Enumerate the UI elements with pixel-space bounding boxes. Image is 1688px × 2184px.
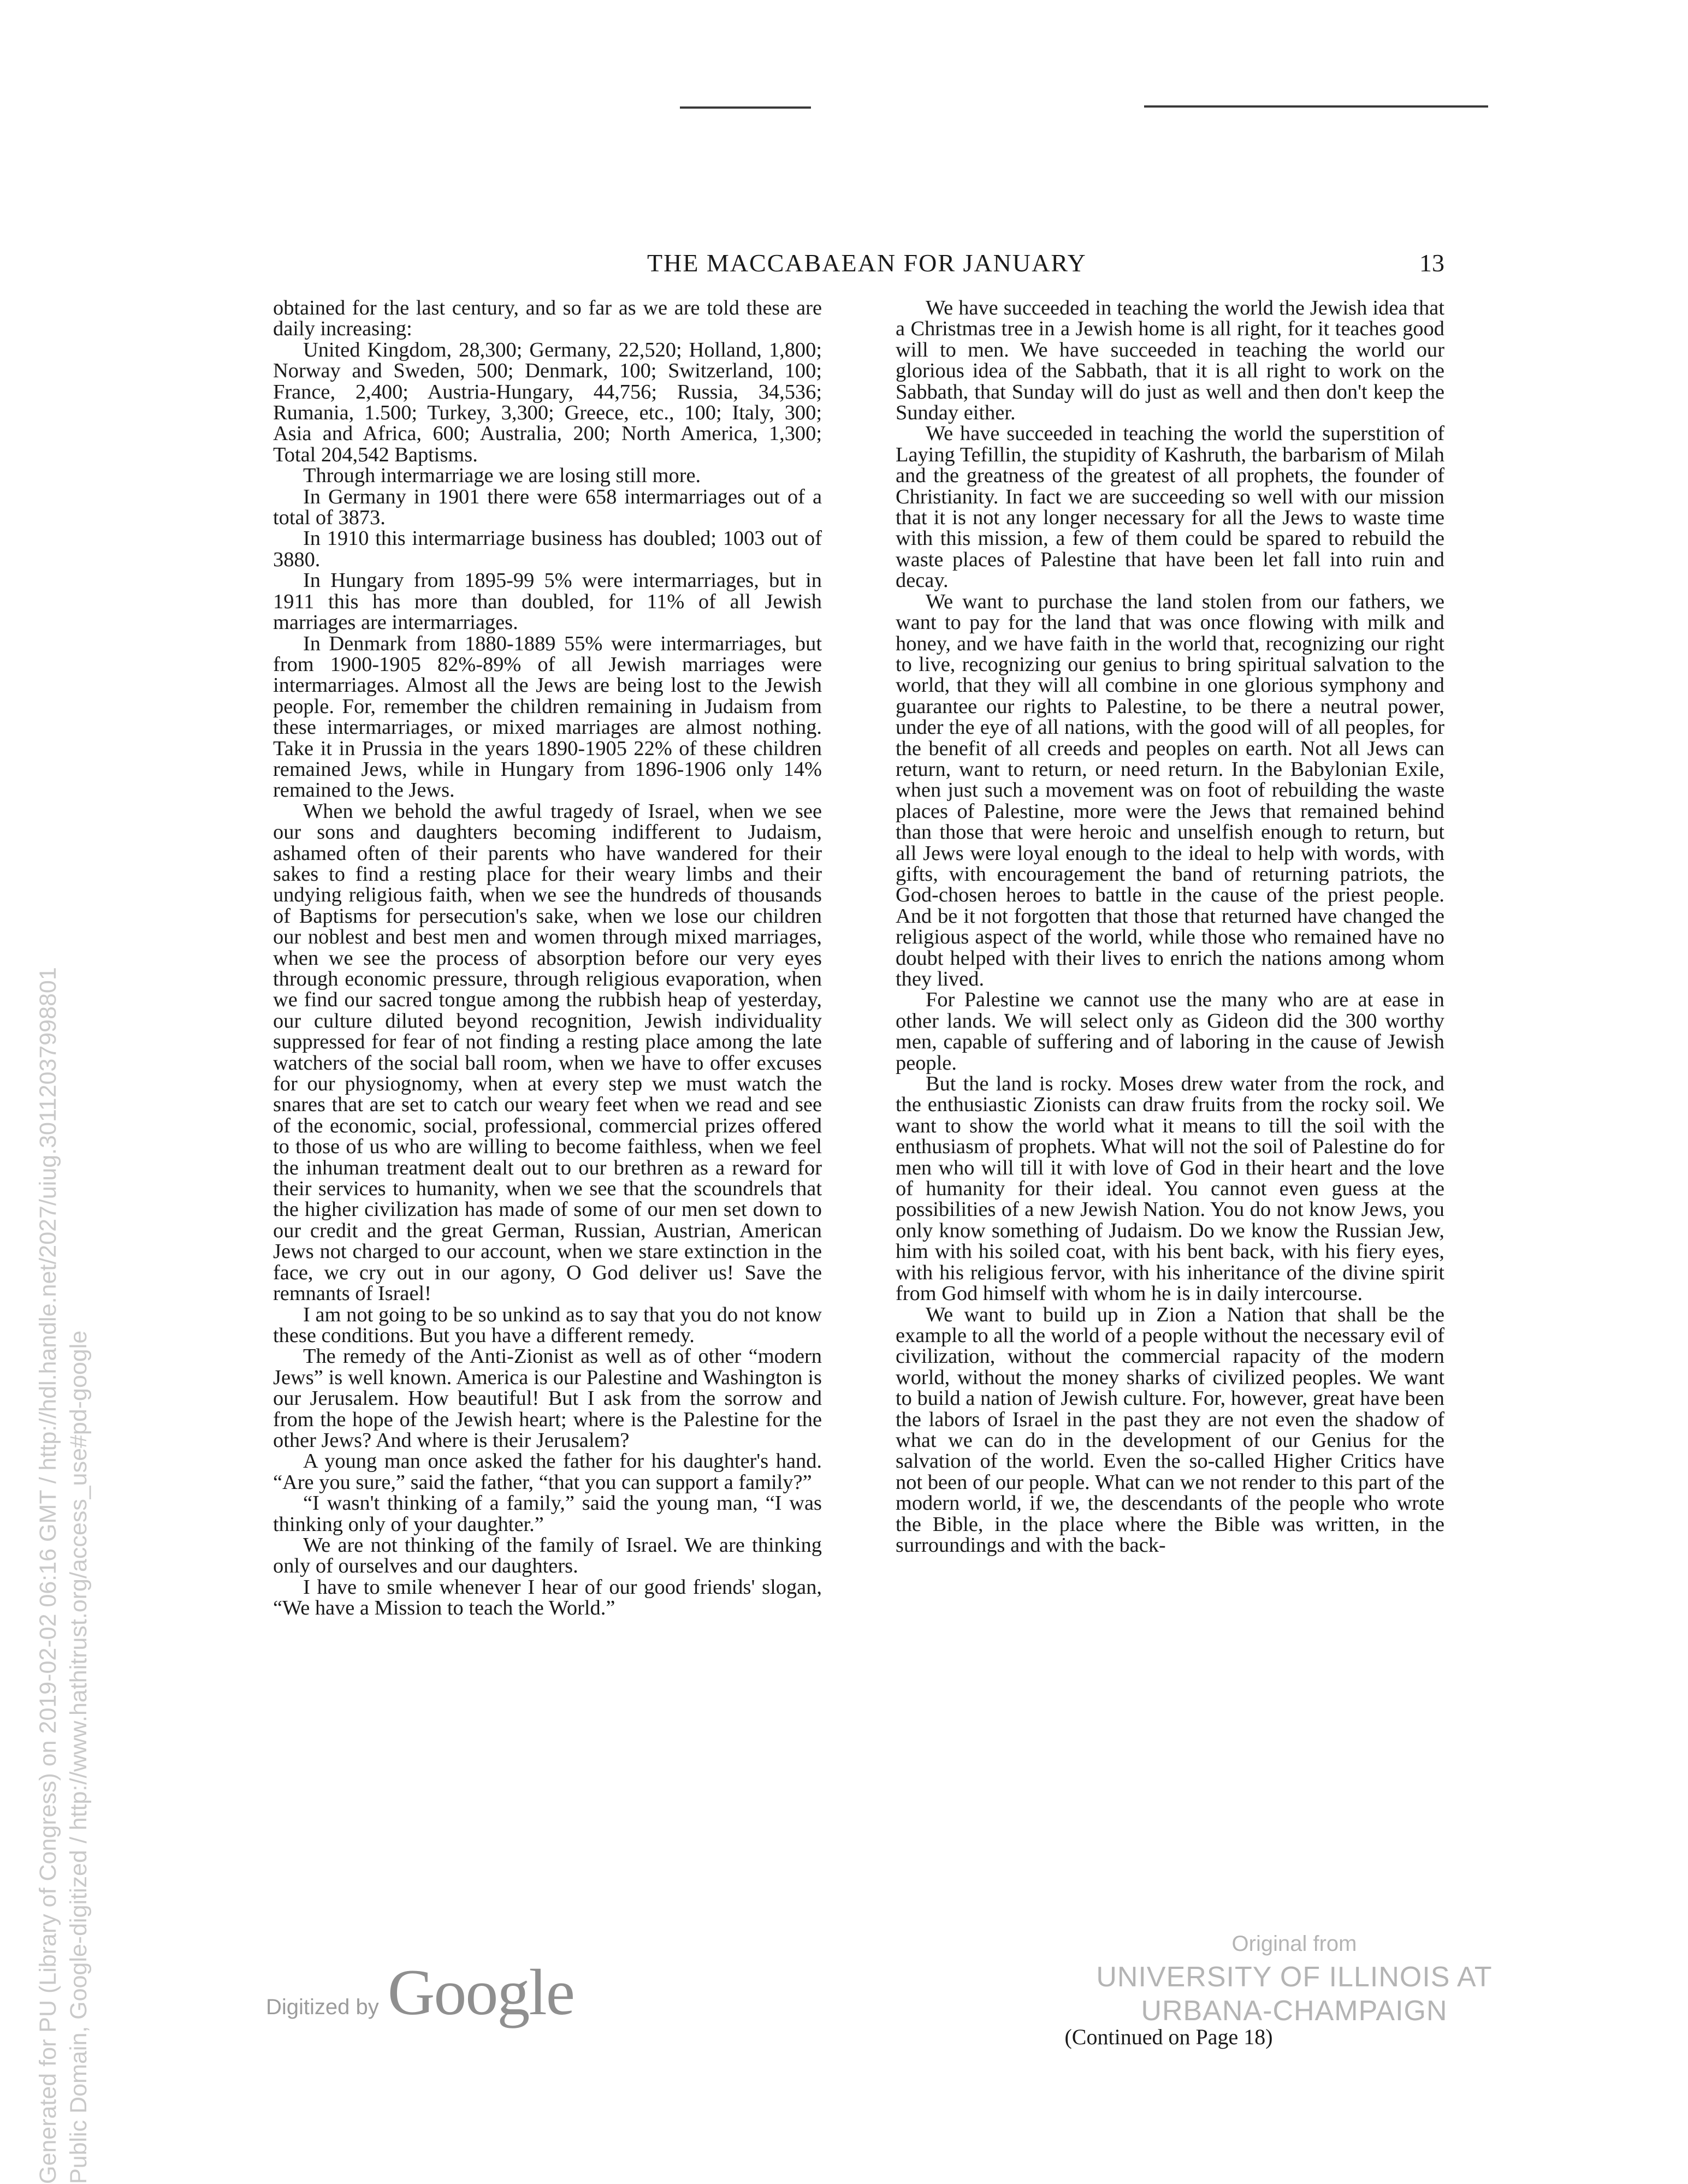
top-rule-right [1144,105,1488,108]
paragraph: United Kingdom, 28,300; Germany, 22,520; Holland, 1,800; Norway and Sweden, 500; Denmark, 100; Switzerland, 100; France, 2,400; Austria-Hungary, 44,756; Russia, 34,536; Rumania, 1.500; Turkey, 3,300; Greece, etc., 100; Italy, 300; Asia and Africa, 600; Australia, 200; North America, 1,300; Total 204,542 Baptisms. [273,338,822,466]
original-from-watermark [1038,1927,1551,2028]
paragraph: In 1910 this intermarriage business has doubled; 1003 out of 3880. [273,527,822,571]
paragraph: “I wasn't thinking of a family,” said the young man, “I was thinking only of your daughter.” [273,1492,822,1536]
google-logo: Google [387,1956,574,2028]
digitized-by-watermark [266,1955,574,2030]
paragraph: We want to build up in Zion a Nation that shall be the example to all the world of a people without the necessary evil of civilization, without the commercial rapacity of the modern world, without the money sharks of civilized peoples. We want to build a nation of Jewish culture. For, however, great have been the labors of Israel in the past they are not even the shadow of what we can do in the development of our Genius for the salvation of the world. Even the so-called Higher Critics have not been of our people. What can we not render to this part of the modern world, if we, the descendants of the people who wrote the Bible, in the place where the Bible was written, in the surroundings and with the back- [896,1303,1444,1557]
paragraph: I am not going to be so unkind as to say that you do not know these conditions. But you have a different remedy. [273,1303,822,1347]
top-rule-left [680,106,811,109]
paragraph: A young man once asked the father for his daughter's hand. “Are you sure,” said the father, “that you can support a family?” [273,1450,822,1494]
paragraph: In Germany in 1901 there were 658 intermarriages out of a total of 3873. [273,485,822,530]
running-title: THE MACCABAEAN FOR JANUARY [647,249,1087,277]
paragraph: We want to purchase the land stolen from our fathers, we want to pay for the land that was once flowing with milk and honey, and we have faith in the world that, recognizing our right to live, recognizing our genius to bring spiritual salvation to the world, that they will all combine in one glorious symphony and guarantee our rights to Palestine, to be there a neutral power, under the eye of all nations, with the good will of all peoples, for the benefit of all creeds and peoples on earth. Not all Jews can return, want to return, or need return. In the Babylonian Exile, when just such a movement was on foot of rebuilding the waste places of Palestine, more were the Jews that remained behind than those that were heroic and unselfish enough to return, but all Jews were loyal enough to the ideal to help with words, with gifts, with encouragement the band of returning patriots, the God-chosen heroes to battle in the cause of the priest people. And be it not forgotten that those that returned have changed the religious aspect of the world, while those who remained have no doubt helped with their lives to enrich the nations among whom they lived. [896,590,1444,990]
paragraph: In Denmark from 1880-1889 55% were intermarriages, but from 1900-1905 82%-89% of all Jewish marriages were intermarriages. Almost all the Jews are being lost to the Jewish people. For, remember the children remaining in Judaism from these intermarriages, or mixed marriages are almost nothing. Take it in Prussia in the years 1890-1905 22% of these children remained Jews, while in Hungary from 1896-1906 only 14% remained to the Jews. [273,632,822,802]
paragraph: I have to smile whenever I hear of our good friends' slogan, “We have a Mission to teach the World.” [273,1575,822,1620]
page-number: 13 [1419,249,1444,277]
running-header [276,248,1444,281]
paragraph: When we behold the awful tragedy of Israel, when we see our sons and daughters becoming indifferent to Judaism, ashamed often of their parents who have wandered for their sakes to find a resting place for their weary limbs and their undying religious faith, when we see the hundreds of thousands of Baptisms for persecution's sake, when we lose our children our noblest and best men and women through mixed marriages, when we see the process of absorption before our very eyes through economic pressure, through religious evaporation, when we find our sacred tongue among the rubbish heap of yesterday, our culture diluted beyond recognition, Jewish individuality suppressed for fear of not finding a resting place among the late watchers of the social ball room, when we have to offer excuses for our physiognomy, when at every step we must watch the snares that are set to catch our weary feet when we read and see of the economic, social, professional, commercial prizes offered to those of us who are willing to become faithless, when we feel the inhuman treatment dealt out to our brethren as a reward for their services to humanity, when we see that the scoundrels that the higher civilization has made of some of our men set down to our credit and the great German, Russian, Austrian, American Jews not charged to our account, when we stare extinction in the face, we cry out in our agony, O God deliver us! Save the remnants of Israel! [273,799,822,1305]
paragraph: The remedy of the Anti-Zionist as well as of other “modern Jews” is well known. America is our Palestine and Washington is our Jerusalem. How beautiful! But I ask from the sorrow and from the hope of the Jewish heart; where is the Palestine for the other Jews? And where is their Jerusalem? [273,1345,822,1452]
institution-line-1: UNIVERSITY OF ILLINOIS AT [1096,1961,1492,1993]
continued-note: (Continued on Page 18) [1064,2025,1273,2049]
paragraph: For Palestine we cannot use the many who are at ease in other lands. We will select only as Gideon did the 300 worthy men, capable of suffering and of laboring in the cause of Jewish people. [896,988,1444,1075]
side-stamp-line-1: Generated for PU (Library of Congress) on 2019-02-02 06:16 GMT / http://hdl.handle.net/2027/uiug.30112037998801 [35,967,61,2184]
paragraph: We have succeeded in teaching the world the superstition of Laying Tefillin, the stupidity of Kashruth, the barbarism of Milah and the greatness of the greatest of all prophets, the founder of Christianity. In fact we are succeeding so well with our mission that it is not any longer necessary for all the Jews to waste time with this mission, a few of them could be spared to rebuild the waste places of Palestine that have been let fall into ruin and decay. [896,422,1444,592]
paragraph: obtained for the last century, and so far as we are told these are daily increasing: [273,296,822,341]
paragraph: Through intermarriage we are losing still more. [303,464,701,488]
right-column [896,298,1444,1556]
side-stamp-line-2: Public Domain, Google-digitized / http://www.hathitrust.org/access_use#pd-google [66,1330,92,2184]
left-column [273,298,822,1619]
digitized-label: Digitized by [266,1995,379,2019]
paragraph: But the land is rocky. Moses drew water from the rock, and the enthusiastic Zionists can draw fruits from the rocky soil. We want to show the world what it means to till the soil with the enthusiasm of prophets. What will not the soil of Palestine do for men who will till it with love of God in their heart and the love of humanity for their ideal. You cannot even guess at the possibilities of a new Jewish Nation. You do not know Jews, you only know something of Judaism. Do we know the Russian Jew, him with his soiled coat, with his bent back, with his fiery eyes, with his religious fervor, with his inheritance of the divine spirit from God himself with whom he is in daily intercourse. [896,1072,1444,1305]
institution-line-2: URBANA-CHAMPAIGN [1141,1995,1448,2027]
paragraph: We are not thinking of the family of Israel. We are thinking only of ourselves and our daughters. [273,1533,822,1578]
paragraph: In Hungary from 1895-99 5% were intermarriages, but in 1911 this has more than doubled, for 11% of all Jewish marriages are intermarriages. [273,569,822,634]
original-label: Original from [1231,1932,1357,1956]
paragraph: We have succeeded in teaching the world the Jewish idea that a Christmas tree in a Jewish home is all right, for it teaches good will to men. We have succeeded in teaching the world our glorious idea of the Sabbath, that it is all right to work on the Sabbath, that Sunday will do just as well and then don't keep the Sunday either. [896,296,1444,425]
side-stamp [33,967,94,2184]
